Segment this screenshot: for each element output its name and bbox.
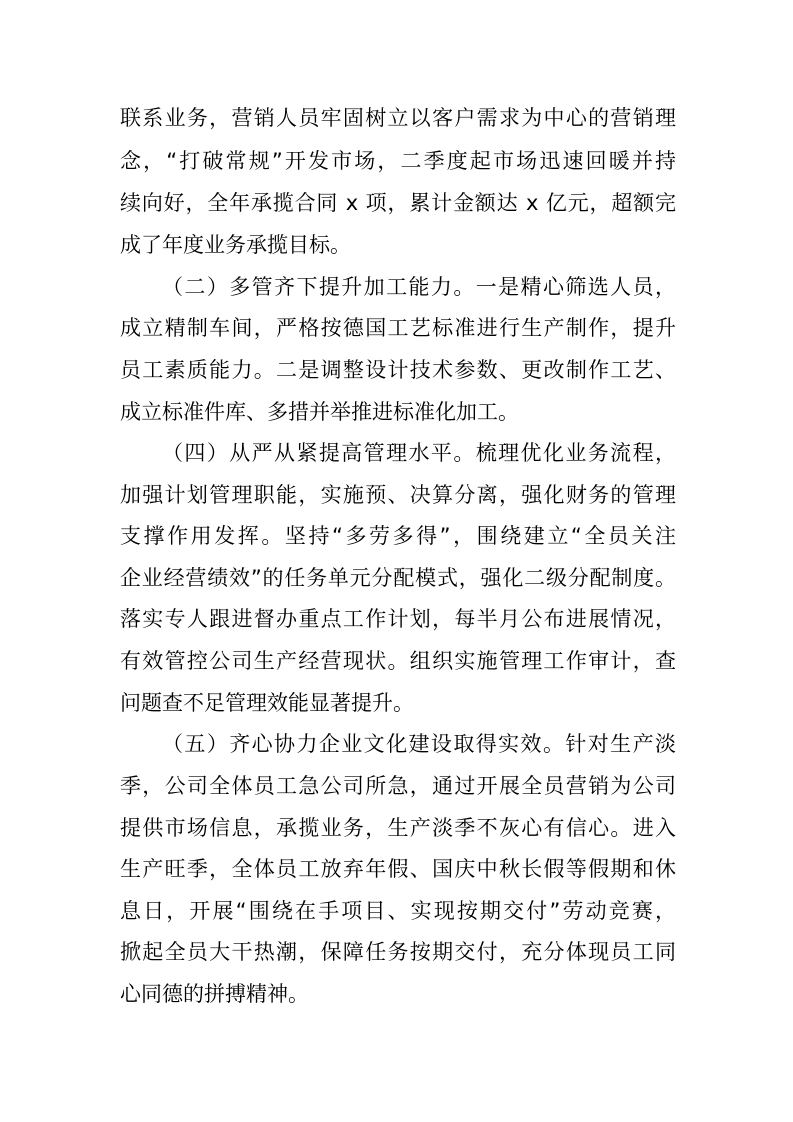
text-line: 心同德的拼搏精神。 <box>120 982 309 1006</box>
text-line: 季，公司全体员工急公司所急，通过开展全员营销为公司 <box>120 774 676 798</box>
text-line: 生产旺季，全体员工放弃年假、国庆中秋长假等假期和休 <box>120 857 676 881</box>
text-line: 员工素质能力。二是调整设计技术参数、更改制作工艺、 <box>120 358 676 382</box>
section-heading-line: （二）多管齐下提升加工能力。一是精心筛选人员， <box>162 275 676 299</box>
text-line: 有效管控公司生产经营现状。组织实施管理工作审计，查 <box>120 649 676 673</box>
text-line: 问题查不足管理效能显著提升。 <box>120 691 414 715</box>
text-line: 企业经营绩效”的任务单元分配模式，强化二级分配制度。 <box>120 566 676 590</box>
text-line: 提供市场信息，承揽业务，生产淡季不灰心有信心。进入 <box>120 816 676 840</box>
section-heading-line: （五）齐心协力企业文化建设取得实效。针对生产淡 <box>162 732 676 756</box>
text-line: 成立标准件库、多措并举推进标准化加工。 <box>120 400 519 424</box>
text-line: 加强计划管理职能，实施预、决算分离，强化财务的管理 <box>120 483 676 507</box>
text-line: 续向好，全年承揽合同 x 项，累计金额达 x 亿元，超额完 <box>120 191 676 215</box>
section-heading-line: （四）从严从紧提高管理水平。梳理优化业务流程， <box>162 441 676 465</box>
text-line: 息日，开展“围绕在手项目、实现按期交付”劳动竞赛， <box>120 899 676 923</box>
text-line: 联系业务，营销人员牢固树立以客户需求为中心的营销理 <box>120 106 676 130</box>
text-line: 念，“打破常规”开发市场，二季度起市场迅速回暖并持 <box>120 149 676 173</box>
text-line: 成了年度业务承揽目标。 <box>120 233 351 257</box>
text-line: 掀起全员大干热潮，保障任务按期交付，充分体现员工同 <box>120 940 676 964</box>
text-line: 落实专人跟进督办重点工作计划，每半月公布进展情况， <box>120 607 676 631</box>
text-line: 支撑作用发挥。坚持“多劳多得”，围绕建立“全员关注 <box>120 524 676 548</box>
text-line: 成立精制车间，严格按德国工艺标准进行生产制作，提升 <box>120 316 676 340</box>
